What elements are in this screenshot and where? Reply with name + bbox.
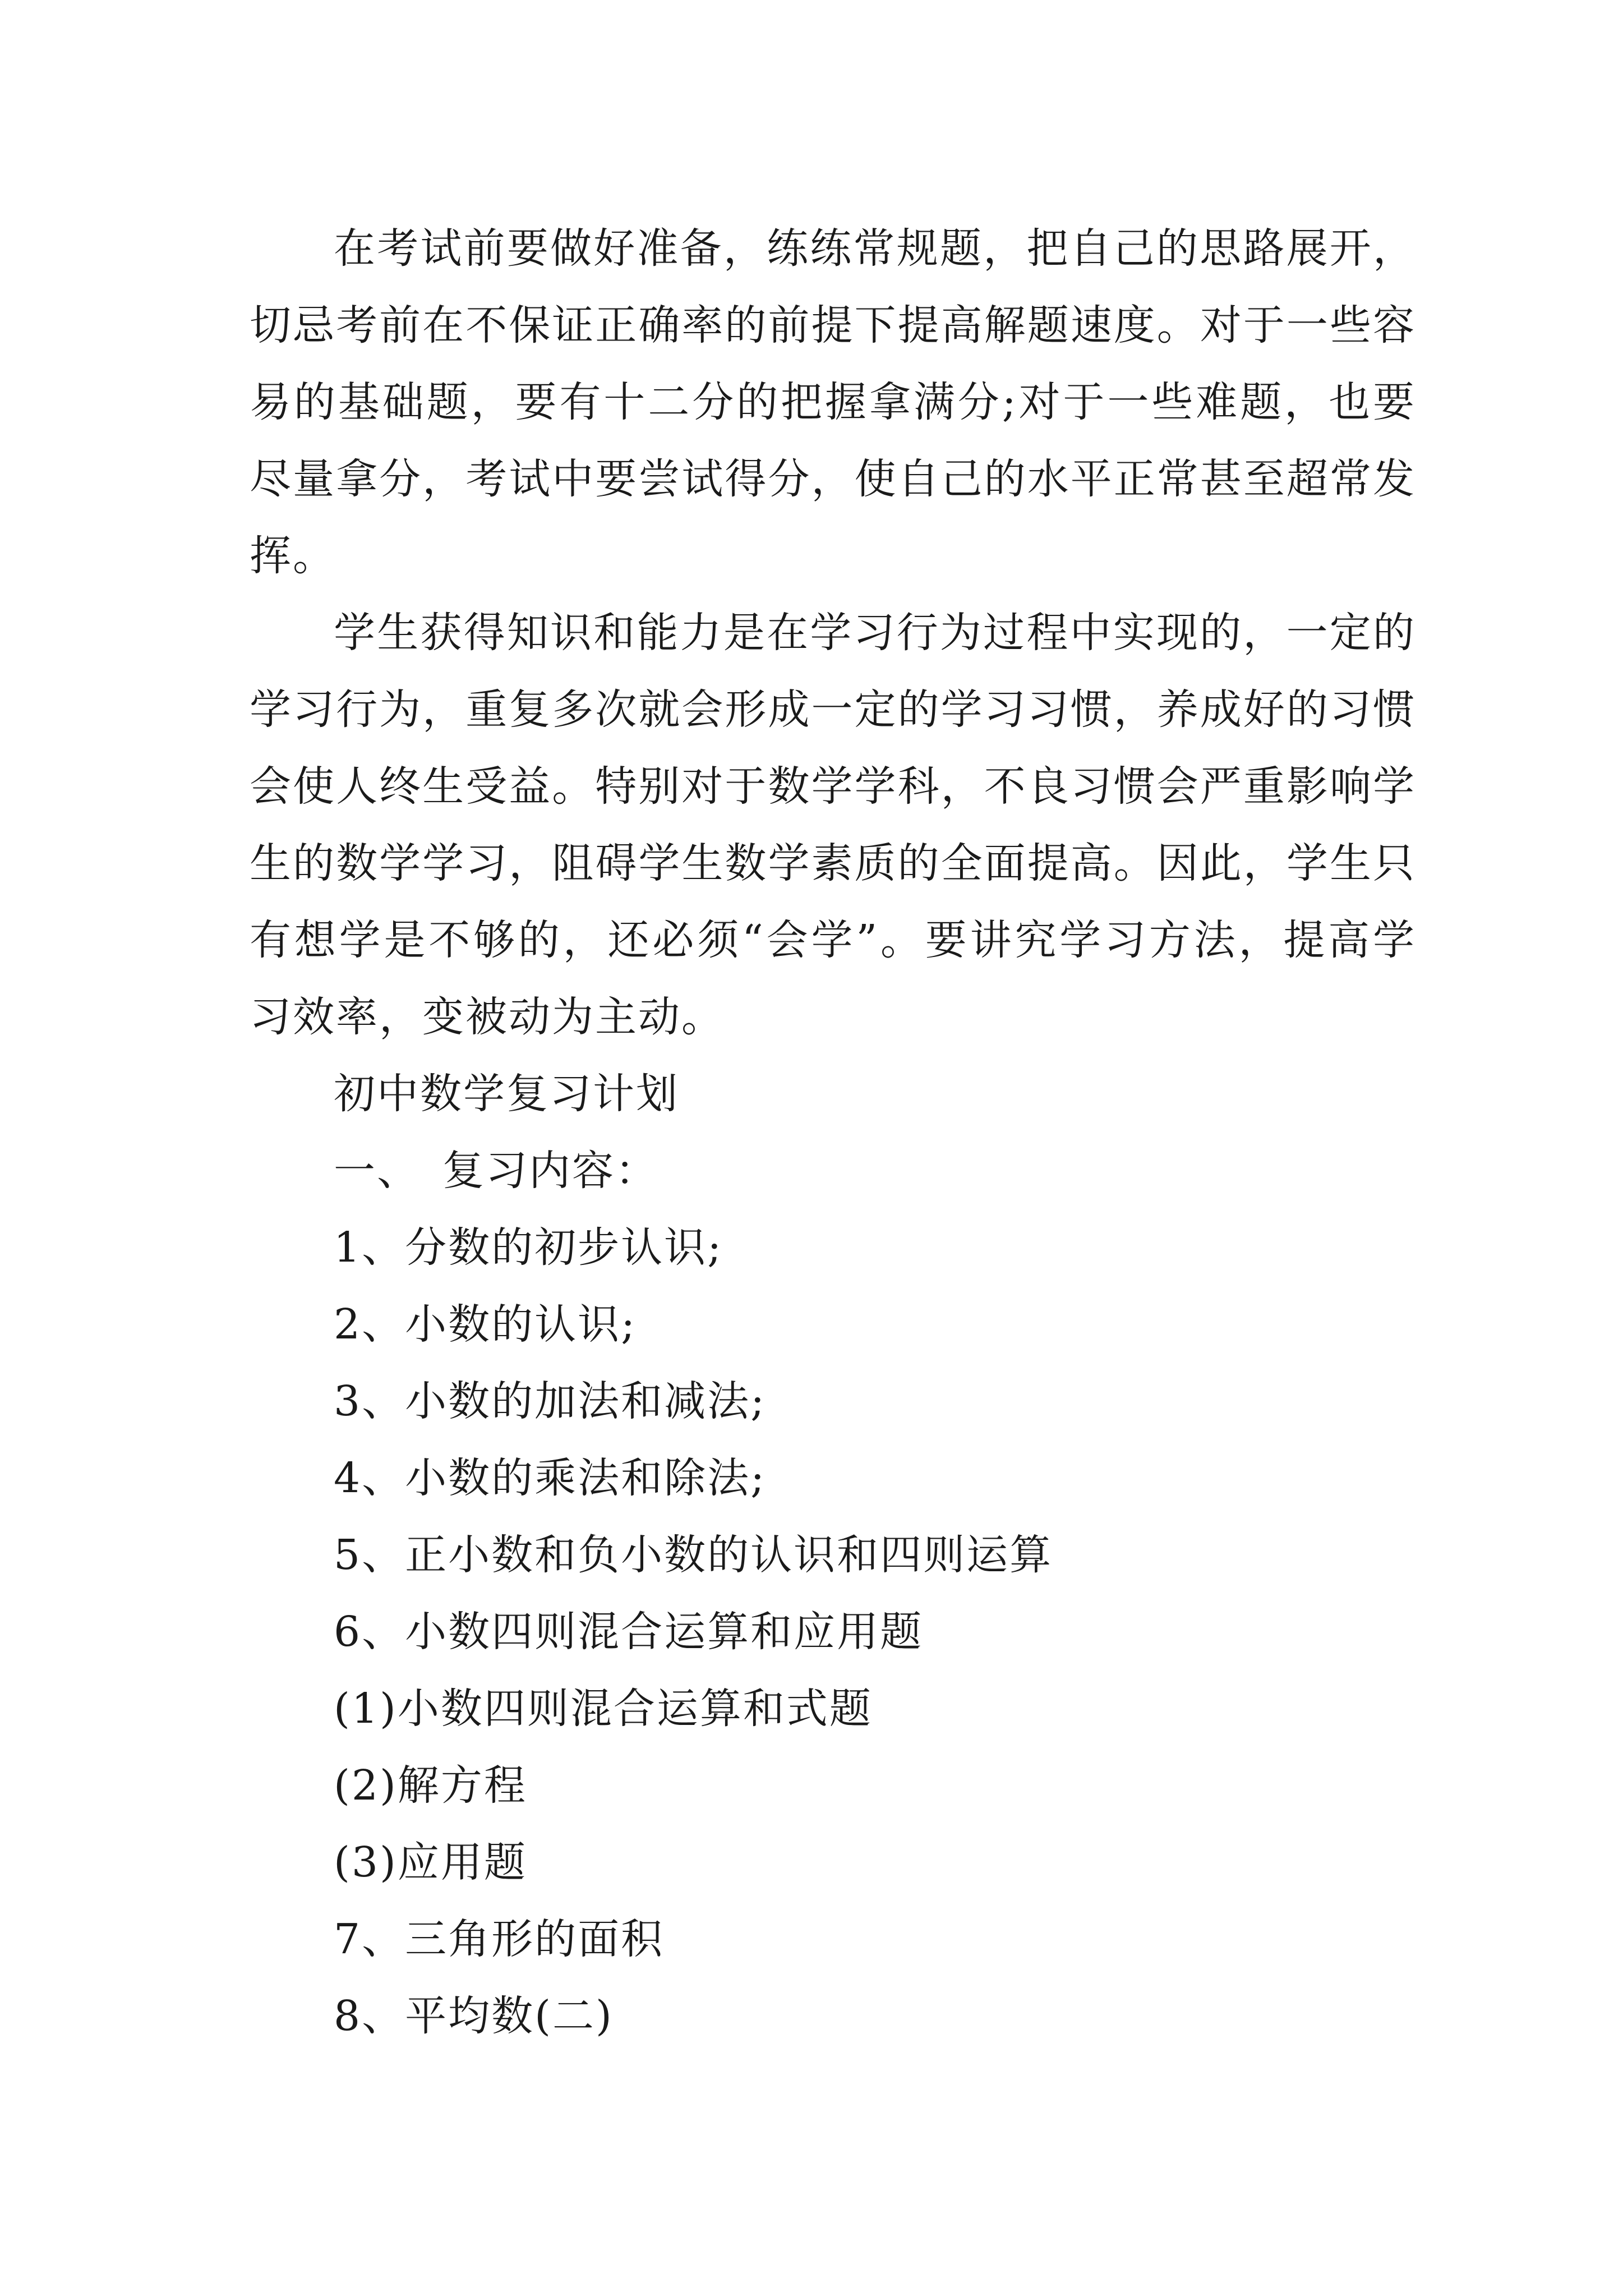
list-subitem: (2)解方程 — [334, 1761, 527, 1810]
list-item: 7、三角形的面积 — [334, 1915, 665, 1963]
section-title: 初中数学复习计划 — [334, 1070, 679, 1118]
list-item: 5、正小数和负小数的认识和四则运算 — [334, 1531, 1053, 1579]
list-item: 6、小数四则混合运算和应用题 — [334, 1608, 924, 1656]
list-item: 1、分数的初步认识; — [334, 1223, 723, 1272]
list-item: 2、小数的认识; — [334, 1300, 637, 1349]
list-item: 4、小数的乘法和除法; — [334, 1454, 767, 1502]
document-body — [250, 210, 1416, 2055]
list-item: 3、小数的加法和减法; — [334, 1377, 767, 1425]
paragraph-exam-preparation: 在考试前要做好准备，练练常规题，把自己的思路展开，切忌考前在不保证正确率的前提下提高解题速度。对于一些容易的基础题，要有十二分的把握拿满分;对于一些难题，也要尽量拿分，考试中要尝试得分，使自己的水平正常甚至超常发挥。 — [250, 224, 1416, 580]
paragraph-learning-habits: 学生获得知识和能力是在学习行为过程中实现的，一定的学习行为，重复多次就会形成一定的学习习惯，养成好的习惯会使人终生受益。特别对于数学学科，不良习惯会严重影响学生的数学学习，阻碍学生数学素质的全面提高。因此，学生只有想学是不够的，还必须“会学”。要讲究学习方法，提高学习效率，变被动为主动。 — [250, 609, 1416, 1041]
section-heading-review-content: 一、 复习内容： — [334, 1147, 658, 1195]
list-subitem: (1)小数四则混合运算和式题 — [334, 1685, 873, 1733]
list-subitem: (3)应用题 — [334, 1838, 527, 1887]
list-item: 8、平均数(二) — [334, 1992, 614, 2040]
